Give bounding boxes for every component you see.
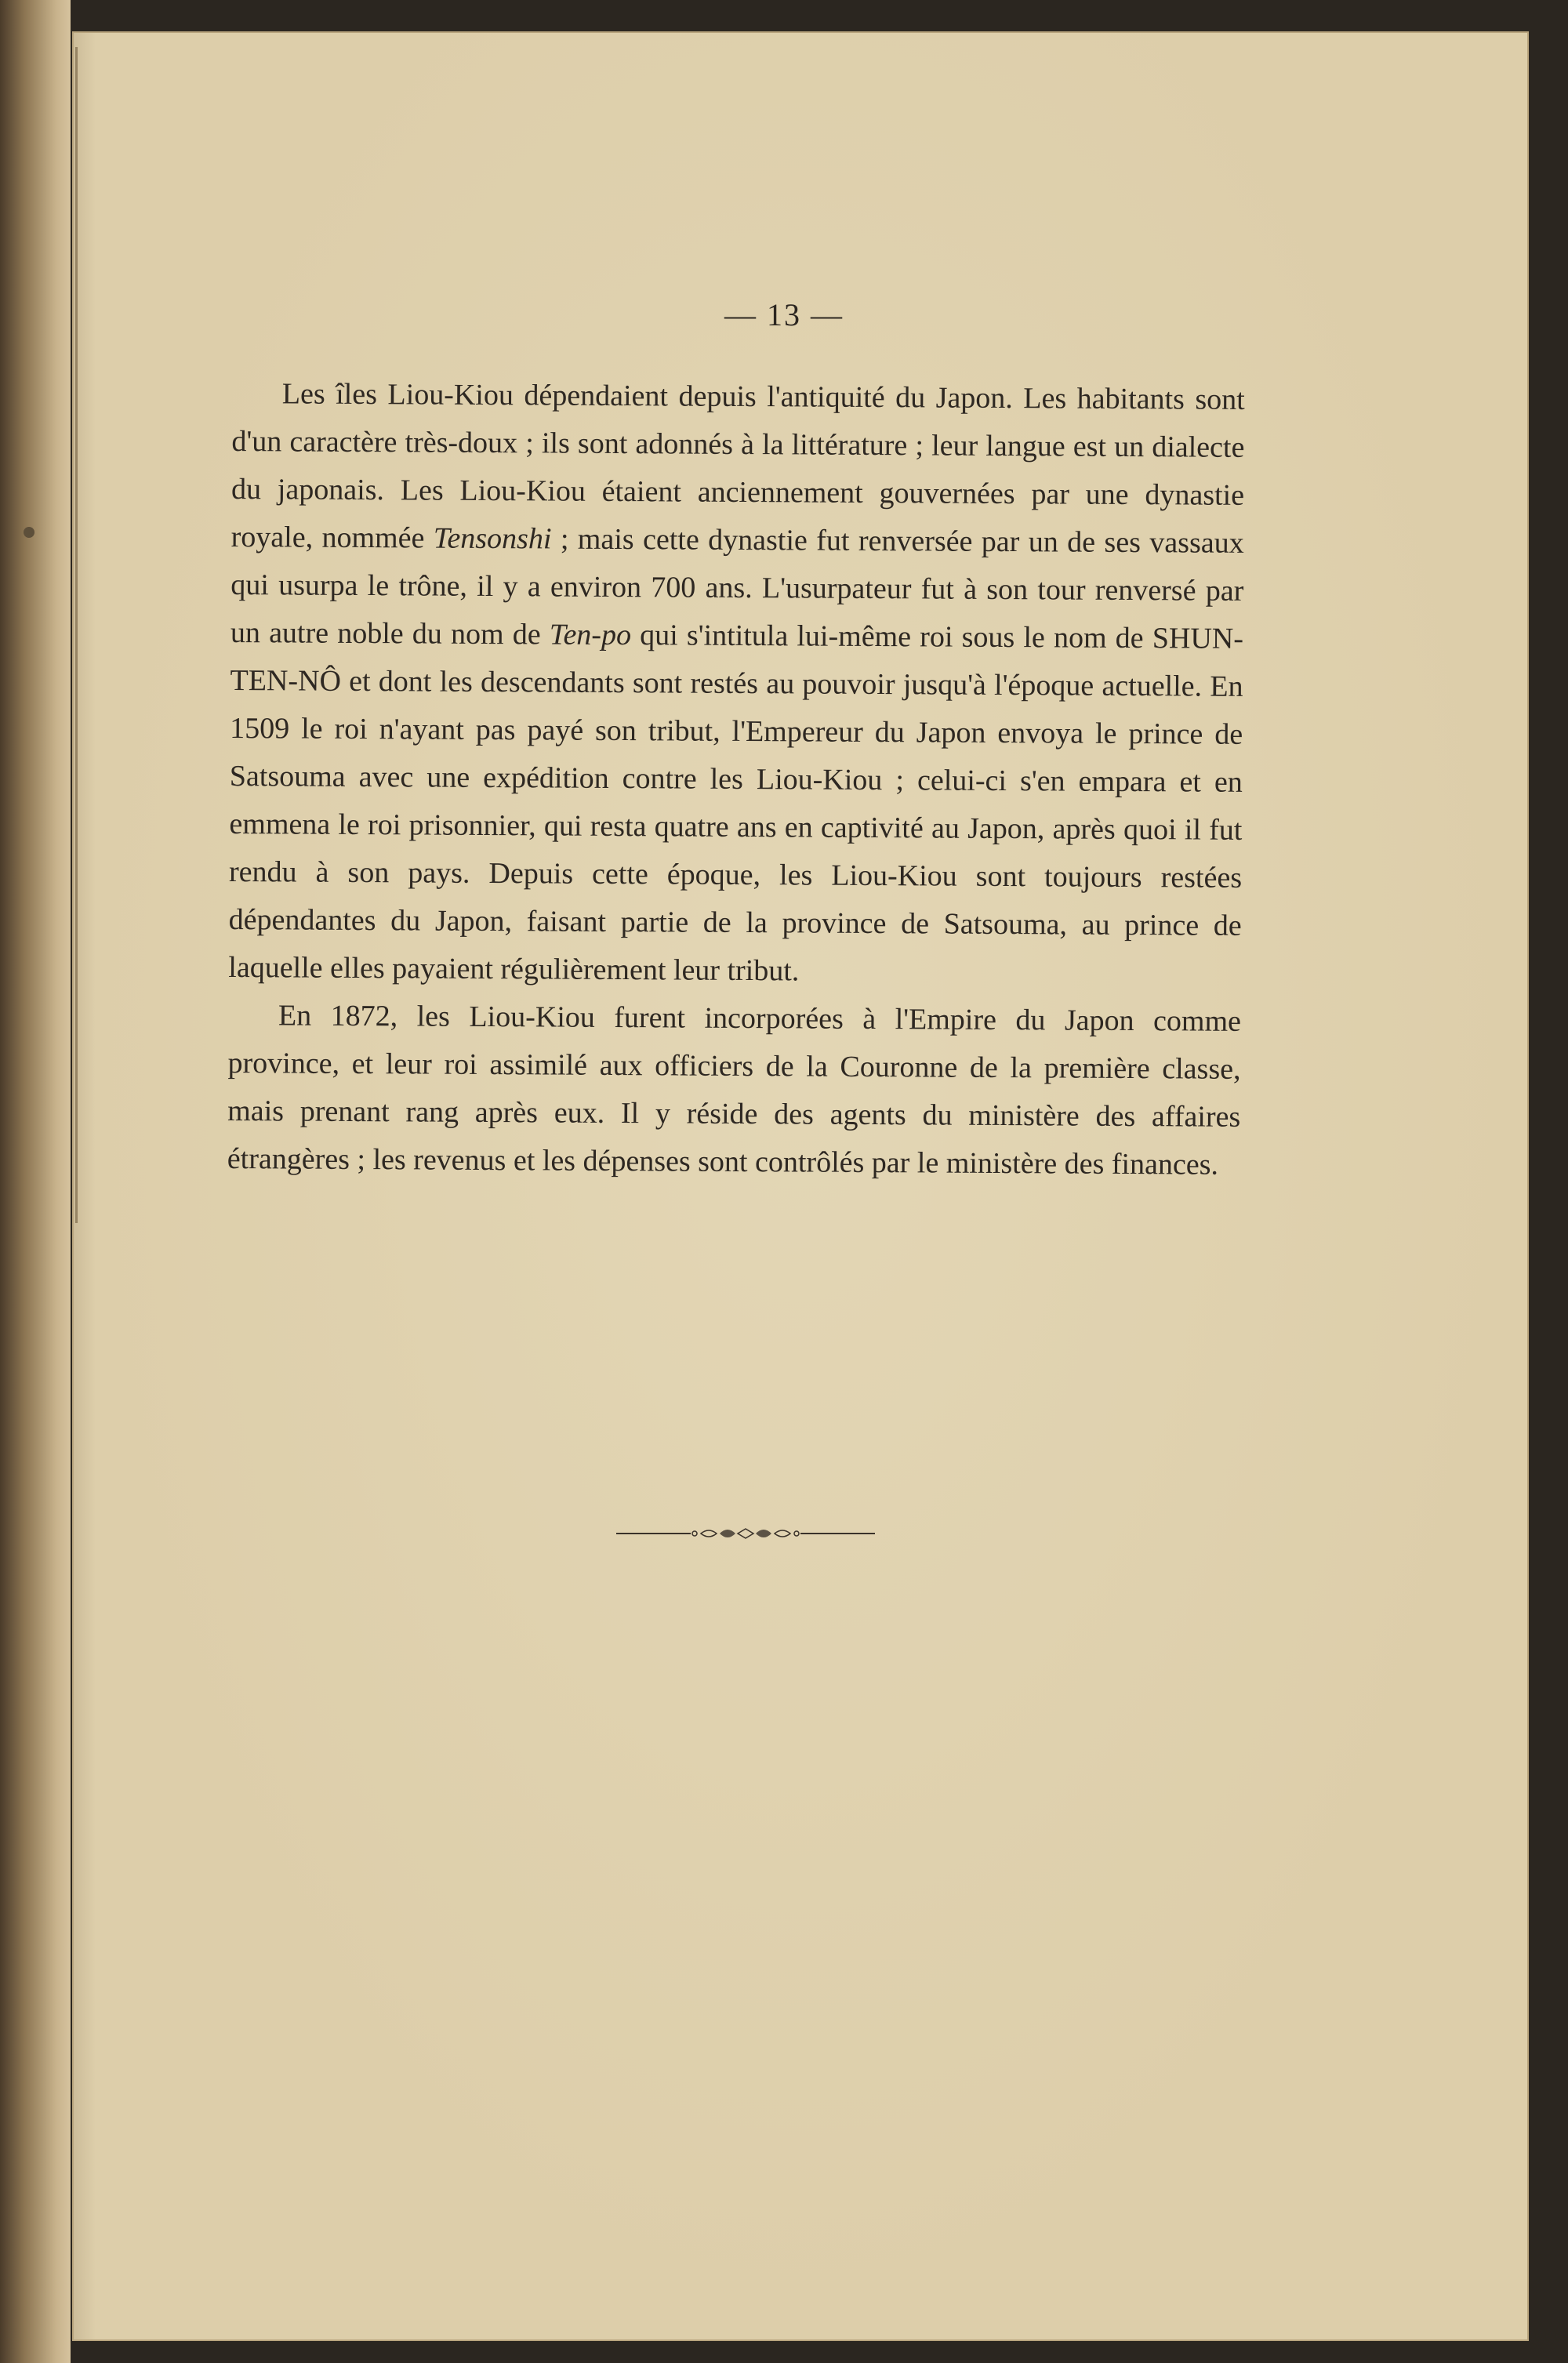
paragraph-1 — [228, 370, 1245, 998]
paragraph-1-part-a: Les îles Liou-Kiou dépendaient depuis l'antiquité du Japon. Les habitants sont d'un caractère très-doux ; ils sont adonnés à la littérature ; leur langue est un dialecte du japonais. Les Liou-Kiou étaient anciennement gouvernées par une dynastie royale, nommée — [230, 377, 1245, 555]
previous-page-edge — [0, 0, 71, 2363]
margin-spot — [24, 527, 34, 538]
page-fold-line — [75, 47, 78, 1223]
paragraph-2: En 1872, les Liou-Kiou furent incorporées à l'Empire du Japon comme province, et leur roi assimilé aux officiers de la Couronne de la première classe, mais prenant rang après eux. Il y réside des agents du ministère des affaires étrangères ; les revenus et les dépenses sont contrôlés par le ministère des finances. — [227, 999, 1242, 1182]
paragraph-1-part-b: ; mais cette dynastie fut renversée par un de ses vassaux qui usurpa le trône, il y a environ 700 ans. L'usurpateur fut à son tour renversé par un autre noble du nom de — [230, 522, 1244, 652]
body-text — [227, 370, 1245, 1189]
noble-name: Ten-po — [549, 618, 632, 652]
page-number: — 13 — — [724, 297, 844, 332]
dynasty-name: Tensonshi — [433, 521, 552, 556]
paragraph-1-part-c: qui s'intitula lui-même roi sous le nom de SHUN-TEN-NÔ et dont les descendants sont restés au pouvoir jusqu'à l'époque actuelle. En 1509 le roi n'ayant pas payé son tribut, l'Empereur du Japon envoya le prince de Satsouma avec une expédition contre les Liou-Kiou ; celui-ci s'en empara et en emmena le roi prisonnier, qui resta quatre ans en captivité au Japon, après quoi il fut rendu à son pays. Depuis cette époque, les Liou-Kiou sont toujours restées dépendantes du Japon, faisant partie de la province de Satsouma, au prince de laquelle elles payaient régulièrement leur tribut. — [228, 619, 1244, 988]
decorative-rule-icon — [616, 1526, 875, 1541]
